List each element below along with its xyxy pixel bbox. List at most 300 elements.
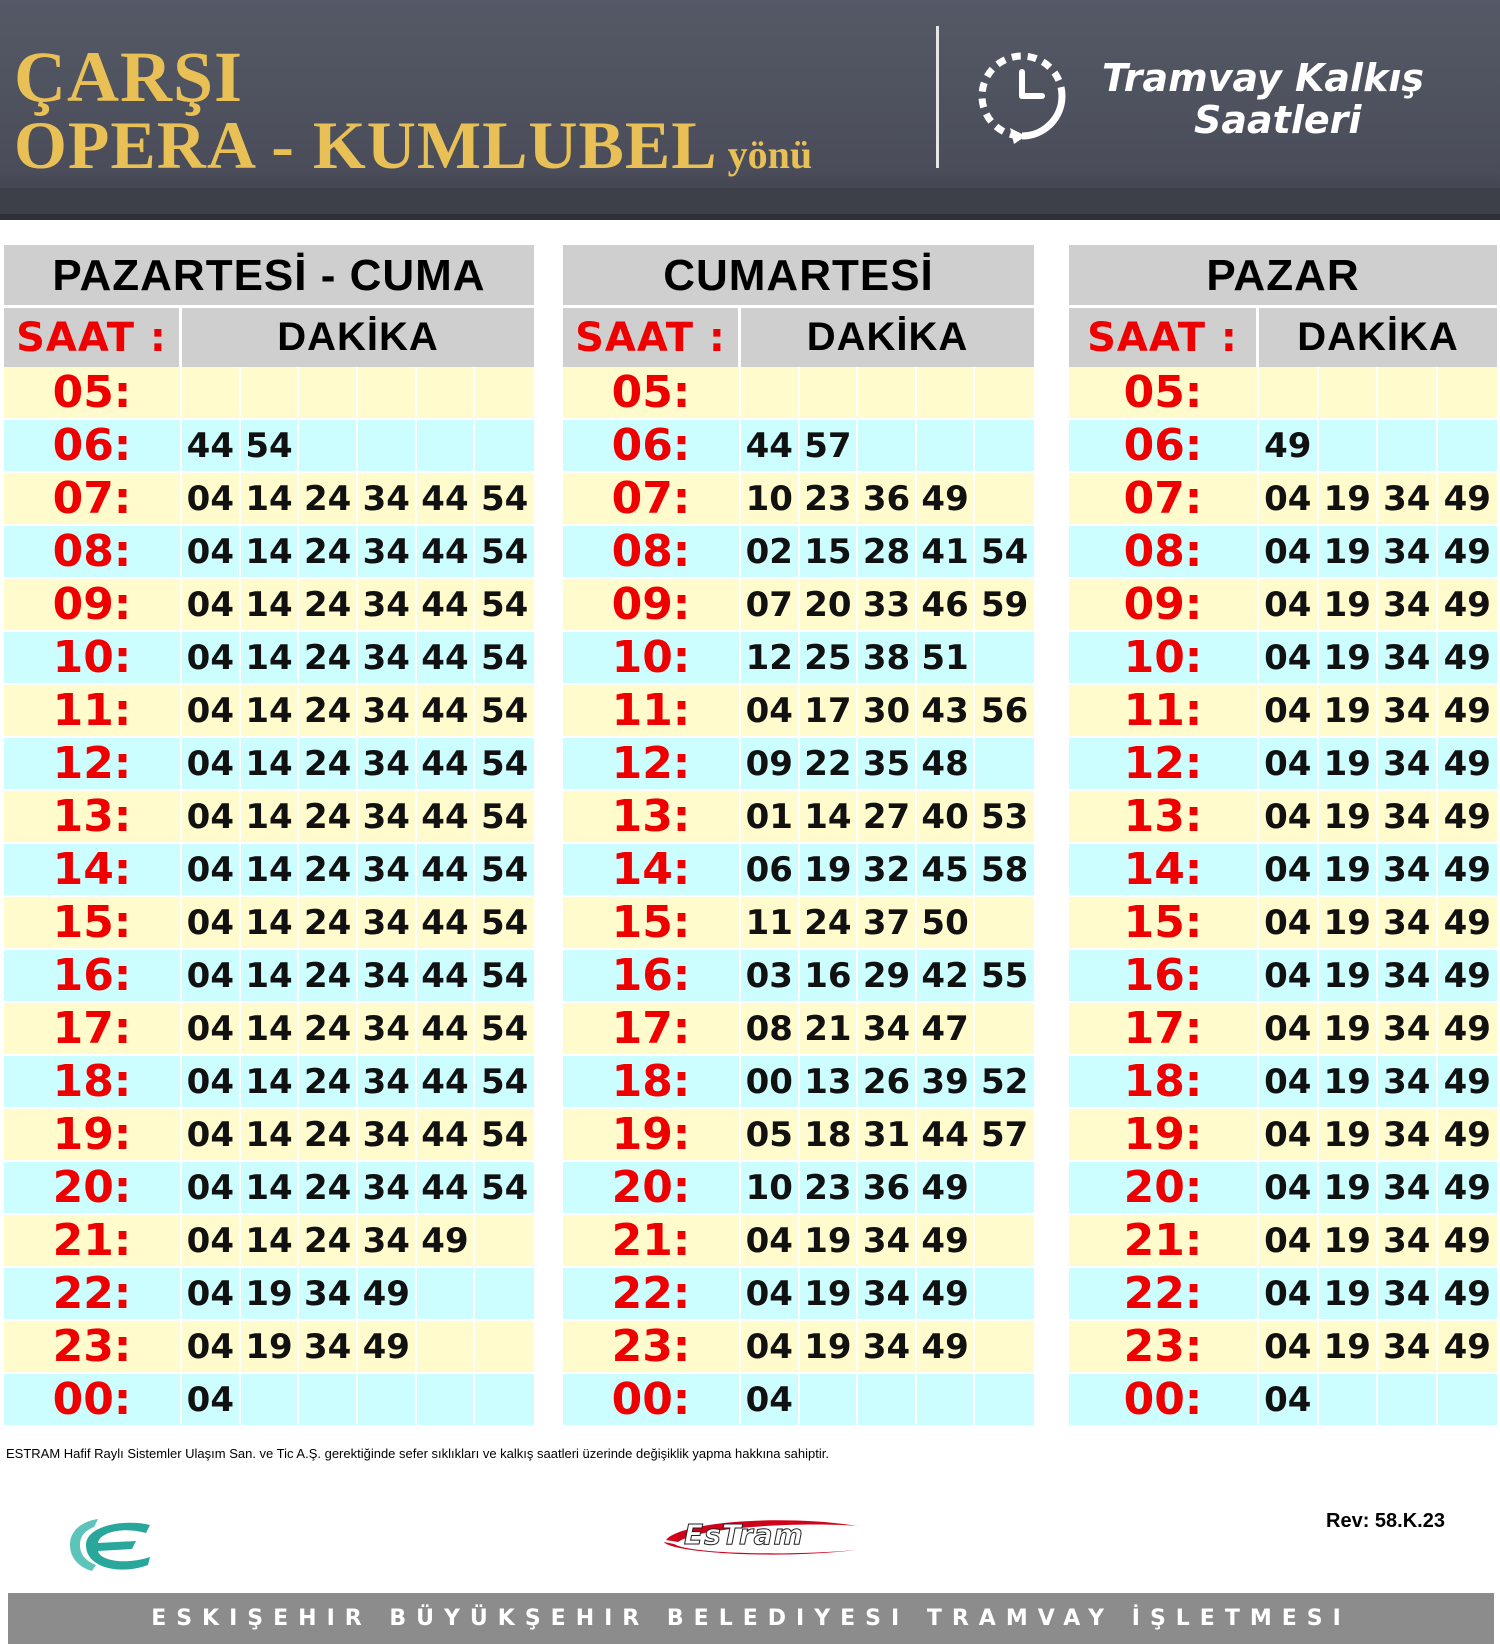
- minute-cell: 04: [1259, 579, 1319, 630]
- minute-cell: 34: [858, 1321, 917, 1372]
- minute-cell: 19: [800, 844, 859, 895]
- minute-cell: 34: [358, 1109, 417, 1160]
- minute-cell: 58: [981, 849, 1029, 890]
- minute-cell: 49: [1443, 1220, 1491, 1261]
- header-shade: [0, 188, 1500, 214]
- hour-cell: 11:: [563, 685, 741, 736]
- schedule-row: [4, 1162, 534, 1215]
- minute-cell: [417, 1374, 476, 1425]
- minute-cell: 04: [182, 897, 241, 948]
- minute-cell: [1438, 367, 1498, 418]
- minute-cell: 34: [358, 1215, 417, 1266]
- minute-cell: 14: [241, 579, 300, 630]
- minute-cell: 34: [358, 844, 417, 895]
- hour-cell: 22:: [563, 1268, 741, 1319]
- minute-cell: [475, 1321, 534, 1372]
- minute-cell: 49: [917, 1162, 976, 1213]
- minute-cell: 14: [241, 526, 300, 577]
- hour-cell: 21:: [1069, 1215, 1259, 1266]
- minute-column-header: DAKİKA: [741, 305, 1034, 367]
- minute-cell: [917, 367, 976, 418]
- minute-cell: 14: [241, 632, 300, 683]
- minute-cell: 12: [741, 632, 800, 683]
- minute-cell: [975, 632, 1034, 683]
- minute-cell: 34: [1378, 1003, 1438, 1054]
- minute-cell: 54: [480, 796, 529, 837]
- minute-cell: 19: [1319, 791, 1379, 842]
- schedule-row: [4, 473, 534, 526]
- minute-cell: 24: [299, 473, 358, 524]
- minute-cell: 04: [182, 685, 241, 736]
- minute-cell: 34: [858, 1268, 917, 1319]
- minute-cell: 13: [800, 1056, 859, 1107]
- minute-cell: 01: [741, 791, 800, 842]
- minute-cell: 04: [1259, 1268, 1319, 1319]
- minute-cell: 34: [1378, 1268, 1438, 1319]
- minute-cell: [299, 420, 358, 471]
- minute-cell: 24: [299, 632, 358, 683]
- schedule-row: [1069, 526, 1497, 579]
- minute-cell: 54: [480, 902, 529, 943]
- minute-cell: 53: [981, 796, 1029, 837]
- minute-cell: 49: [917, 1321, 976, 1372]
- minute-cell: 24: [299, 738, 358, 789]
- schedule-row: [563, 367, 1034, 420]
- minute-cell: 49: [417, 1215, 476, 1266]
- minute-cell: 34: [358, 738, 417, 789]
- minute-cell: 34: [1378, 1321, 1438, 1372]
- schedule-row: [563, 1109, 1034, 1162]
- minute-cell: [1378, 420, 1438, 471]
- minute-cell: 06: [741, 844, 800, 895]
- disclaimer-text: ESTRAM Hafif Raylı Sistemler Ulaşım San. ve Tic A.Ş. gerektiğinde sefer sıklıkları ve kalkış saatleri üzerinde değişiklik yapma hakkına sahiptir.: [6, 1446, 829, 1461]
- minute-cell: 00: [741, 1056, 800, 1107]
- minute-cell: 24: [299, 897, 358, 948]
- minute-cell: 34: [1378, 897, 1438, 948]
- schedule-row: [4, 367, 534, 420]
- minute-cell: 44: [182, 420, 241, 471]
- minute-cell: 57: [981, 1114, 1029, 1155]
- minute-cell: 44: [417, 685, 476, 736]
- schedule-title: PAZARTESİ - CUMA: [4, 245, 534, 305]
- hour-cell: 10:: [4, 632, 182, 683]
- minute-cell: 19: [1319, 579, 1379, 630]
- schedule-row: [4, 526, 534, 579]
- hour-cell: 14:: [1069, 844, 1259, 895]
- minute-cell: 10: [741, 1162, 800, 1213]
- minute-cell: 04: [1259, 738, 1319, 789]
- minute-cell: 44: [417, 844, 476, 895]
- minute-cell: 54: [241, 420, 300, 471]
- minute-cell: 02: [741, 526, 800, 577]
- schedule-row: [1069, 1003, 1497, 1056]
- hour-cell: 14:: [4, 844, 182, 895]
- minute-cell: 04: [182, 1268, 241, 1319]
- minute-cell: [975, 1215, 1034, 1266]
- minute-cell: 48: [917, 738, 976, 789]
- schedule-row: [1069, 791, 1497, 844]
- minute-cell: 04: [1259, 685, 1319, 736]
- minute-cell: 44: [417, 632, 476, 683]
- minute-cell: 49: [1443, 584, 1491, 625]
- minute-cell: [1378, 1374, 1438, 1425]
- minute-cell: 14: [241, 473, 300, 524]
- minute-cell: 04: [1259, 1215, 1319, 1266]
- schedule-row: [563, 526, 1034, 579]
- minute-cell: 09: [741, 738, 800, 789]
- minute-cell: 07: [741, 579, 800, 630]
- minute-cell: 14: [241, 1162, 300, 1213]
- hour-cell: 19:: [1069, 1109, 1259, 1160]
- minute-cell: [475, 367, 534, 418]
- revision-label: Rev: 58.K.23: [1326, 1510, 1445, 1532]
- minute-cell: 51: [917, 632, 976, 683]
- hour-cell: 15:: [1069, 897, 1259, 948]
- minute-cell: 27: [858, 791, 917, 842]
- minute-cell: 19: [241, 1268, 300, 1319]
- minute-column-header: DAKİKA: [182, 305, 534, 367]
- minute-cell: 44: [417, 738, 476, 789]
- minute-cell: 17: [800, 685, 859, 736]
- hour-cell: 22:: [1069, 1268, 1259, 1319]
- hour-cell: 23:: [4, 1321, 182, 1372]
- minute-cell: 14: [800, 791, 859, 842]
- hour-cell: 15:: [4, 897, 182, 948]
- minute-cell: 44: [417, 1162, 476, 1213]
- hour-cell: 17:: [4, 1003, 182, 1054]
- minute-cell: 04: [182, 738, 241, 789]
- minute-cell: 04: [182, 632, 241, 683]
- minute-cell: 49: [1443, 1167, 1491, 1208]
- minute-cell: 14: [241, 1056, 300, 1107]
- minute-cell: 24: [299, 1056, 358, 1107]
- minute-cell: 24: [299, 1109, 358, 1160]
- schedule-row: [1069, 579, 1497, 632]
- minute-cell: 34: [1378, 791, 1438, 842]
- minute-cell: [917, 420, 976, 471]
- minute-cell: 34: [1378, 632, 1438, 683]
- schedule-row: [4, 1056, 534, 1109]
- minute-cell: [741, 367, 800, 418]
- minute-cell: 34: [1378, 1215, 1438, 1266]
- minute-cell: 19: [1319, 1215, 1379, 1266]
- minute-cell: [241, 367, 300, 418]
- minute-cell: 49: [1443, 1273, 1491, 1314]
- schedule-row: [1069, 950, 1497, 1003]
- schedule-row: [1069, 473, 1497, 526]
- minute-cell: [800, 1374, 859, 1425]
- hour-cell: 12:: [563, 738, 741, 789]
- minute-cell: [975, 1003, 1034, 1054]
- minute-cell: 24: [299, 1162, 358, 1213]
- minute-cell: 49: [358, 1321, 417, 1372]
- minute-cell: 54: [480, 690, 529, 731]
- minute-cell: 04: [1259, 1109, 1319, 1160]
- minute-cell: 23: [800, 473, 859, 524]
- minute-cell: [1438, 420, 1498, 471]
- minute-cell: 37: [858, 897, 917, 948]
- schedule-row: [563, 1321, 1034, 1374]
- hour-column-header: SAAT :: [563, 305, 741, 367]
- minute-cell: [475, 1215, 534, 1266]
- minute-cell: 04: [1259, 1321, 1319, 1372]
- hour-cell: 20:: [1069, 1162, 1259, 1213]
- minute-cell: 34: [358, 526, 417, 577]
- minute-cell: 04: [1259, 1162, 1319, 1213]
- hour-cell: 06:: [4, 420, 182, 471]
- minute-cell: 24: [299, 950, 358, 1001]
- minute-cell: 24: [299, 844, 358, 895]
- minute-cell: 34: [358, 1162, 417, 1213]
- minute-cell: 36: [858, 1162, 917, 1213]
- minute-cell: 54: [480, 1114, 529, 1155]
- minute-cell: 33: [858, 579, 917, 630]
- hour-cell: 06:: [1069, 420, 1259, 471]
- schedule-row: [563, 950, 1034, 1003]
- minute-cell: 34: [299, 1321, 358, 1372]
- minute-cell: 14: [241, 738, 300, 789]
- hour-cell: 07:: [1069, 473, 1259, 524]
- schedule-row: [1069, 1321, 1497, 1374]
- minute-cell: [858, 420, 917, 471]
- minute-cell: 44: [417, 579, 476, 630]
- minute-cell: 14: [241, 685, 300, 736]
- minute-cell: 19: [800, 1321, 859, 1372]
- minute-cell: 49: [1443, 637, 1491, 678]
- minute-cell: 04: [741, 1374, 800, 1425]
- minute-cell: 44: [417, 1109, 476, 1160]
- minute-cell: [1319, 367, 1379, 418]
- minute-cell: 29: [858, 950, 917, 1001]
- hour-cell: 07:: [4, 473, 182, 524]
- minute-cell: 49: [1443, 1114, 1491, 1155]
- schedule-row: [4, 1109, 534, 1162]
- minute-cell: 10: [741, 473, 800, 524]
- hour-cell: 06:: [563, 420, 741, 471]
- minute-cell: 14: [241, 950, 300, 1001]
- minute-cell: 34: [358, 1003, 417, 1054]
- minute-cell: 23: [800, 1162, 859, 1213]
- schedule-row: [4, 1321, 534, 1374]
- minute-cell: 44: [917, 1109, 976, 1160]
- minute-cell: 04: [1259, 791, 1319, 842]
- minute-cell: 04: [1259, 897, 1319, 948]
- schedule-row: [1069, 420, 1497, 473]
- minute-cell: 04: [1259, 1374, 1319, 1425]
- minute-cell: 04: [1259, 473, 1319, 524]
- minute-cell: 19: [1319, 950, 1379, 1001]
- minute-cell: 49: [1443, 902, 1491, 943]
- minute-cell: [417, 1268, 476, 1319]
- minute-cell: 19: [1319, 1162, 1379, 1213]
- schedule-row: [1069, 367, 1497, 420]
- schedule-row: [1069, 632, 1497, 685]
- minute-cell: 49: [358, 1268, 417, 1319]
- minute-cell: 34: [358, 579, 417, 630]
- schedule-row: [563, 791, 1034, 844]
- schedule-row: [563, 473, 1034, 526]
- minute-cell: 41: [917, 526, 976, 577]
- minute-cell: 19: [1319, 1056, 1379, 1107]
- minute-cell: 04: [1259, 844, 1319, 895]
- schedule-row: [563, 685, 1034, 738]
- minute-cell: 19: [1319, 632, 1379, 683]
- minute-cell: 14: [241, 897, 300, 948]
- minute-cell: 04: [741, 685, 800, 736]
- minute-cell: 35: [858, 738, 917, 789]
- header-divider: [936, 26, 939, 168]
- minute-cell: 19: [1319, 897, 1379, 948]
- minute-cell: 34: [358, 950, 417, 1001]
- minute-cell: 04: [182, 1321, 241, 1372]
- schedule-row: [1069, 1162, 1497, 1215]
- estram-e-logo-icon: [66, 1515, 162, 1573]
- schedule-row: [563, 632, 1034, 685]
- minute-cell: 04: [182, 791, 241, 842]
- minute-cell: 30: [858, 685, 917, 736]
- minute-cell: 49: [917, 473, 976, 524]
- minute-cell: 45: [917, 844, 976, 895]
- minute-cell: 14: [241, 1109, 300, 1160]
- minute-cell: 04: [741, 1215, 800, 1266]
- minute-cell: 44: [417, 1003, 476, 1054]
- minute-cell: 19: [1319, 1109, 1379, 1160]
- schedule-row: [1069, 897, 1497, 950]
- minute-cell: 08: [741, 1003, 800, 1054]
- hour-cell: 18:: [1069, 1056, 1259, 1107]
- minute-cell: 34: [1378, 685, 1438, 736]
- minute-cell: 21: [800, 1003, 859, 1054]
- minute-cell: [417, 420, 476, 471]
- minute-cell: 19: [800, 1268, 859, 1319]
- hour-cell: 16:: [1069, 950, 1259, 1001]
- minute-cell: 47: [917, 1003, 976, 1054]
- minute-cell: 20: [800, 579, 859, 630]
- minute-cell: 49: [917, 1268, 976, 1319]
- minute-cell: [417, 367, 476, 418]
- minute-cell: 15: [800, 526, 859, 577]
- minute-cell: 40: [917, 791, 976, 842]
- schedule-row: [1069, 1109, 1497, 1162]
- hour-cell: 09:: [1069, 579, 1259, 630]
- minute-cell: 04: [182, 579, 241, 630]
- minute-cell: 19: [1319, 738, 1379, 789]
- hour-cell: 12:: [4, 738, 182, 789]
- minute-cell: 34: [1378, 844, 1438, 895]
- hour-cell: 19:: [4, 1109, 182, 1160]
- hour-cell: 19:: [563, 1109, 741, 1160]
- minute-cell: [917, 1374, 976, 1425]
- hour-column-header: SAAT :: [4, 305, 182, 367]
- organization-name: ESKIŞEHIR BÜYÜKŞEHIR BELEDIYESI TRAMVAY İŞLETMESI: [151, 1606, 1351, 1631]
- minute-cell: 54: [480, 584, 529, 625]
- hour-cell: 00:: [1069, 1374, 1259, 1425]
- minute-cell: 49: [1443, 955, 1491, 996]
- hour-cell: 17:: [563, 1003, 741, 1054]
- minute-cell: 42: [917, 950, 976, 1001]
- schedule-row: [4, 844, 534, 897]
- brand-title-line1: Tramvay Kalkış: [1102, 56, 1424, 100]
- minute-cell: [975, 420, 1034, 471]
- hour-cell: 11:: [1069, 685, 1259, 736]
- minute-cell: 49: [1443, 849, 1491, 890]
- route-name: OPERA - KUMLUBEL: [14, 107, 718, 183]
- minute-cell: 26: [858, 1056, 917, 1107]
- hour-cell: 08:: [563, 526, 741, 577]
- minute-cell: [975, 1321, 1034, 1372]
- minute-cell: 04: [1259, 950, 1319, 1001]
- minute-cell: 04: [1259, 1056, 1319, 1107]
- schedule-row: [1069, 1268, 1497, 1321]
- minute-cell: 59: [981, 584, 1029, 625]
- minute-cell: 54: [480, 1167, 529, 1208]
- minute-cell: 16: [800, 950, 859, 1001]
- minute-cell: 14: [241, 791, 300, 842]
- schedule-row: [563, 1215, 1034, 1268]
- route-title-line2: [14, 106, 812, 185]
- minute-cell: 57: [800, 420, 859, 471]
- minute-cell: 19: [800, 1215, 859, 1266]
- schedule-row: [4, 738, 534, 791]
- minute-cell: 49: [1443, 743, 1491, 784]
- minute-cell: [358, 420, 417, 471]
- minute-cell: 34: [858, 1003, 917, 1054]
- hour-cell: 13:: [4, 791, 182, 842]
- minute-cell: 04: [1259, 1003, 1319, 1054]
- minute-cell: 04: [182, 1056, 241, 1107]
- minute-cell: 49: [1443, 1008, 1491, 1049]
- hour-cell: 08:: [1069, 526, 1259, 577]
- minute-cell: 54: [480, 955, 529, 996]
- minute-cell: [975, 897, 1034, 948]
- minute-cell: 24: [299, 791, 358, 842]
- hour-cell: 18:: [563, 1056, 741, 1107]
- minute-cell: 31: [858, 1109, 917, 1160]
- minute-cell: 04: [741, 1268, 800, 1319]
- schedule-row: [563, 1003, 1034, 1056]
- minute-cell: 34: [1378, 526, 1438, 577]
- route-direction: yönü: [727, 132, 813, 177]
- hour-cell: 05:: [4, 367, 182, 418]
- hour-cell: 05:: [1069, 367, 1259, 418]
- minute-cell: 49: [1443, 1326, 1491, 1367]
- hour-cell: 14:: [563, 844, 741, 895]
- schedule-row: [4, 632, 534, 685]
- schedule-panel-weekday: [4, 245, 534, 1427]
- minute-cell: 34: [358, 473, 417, 524]
- clock-arrow-icon: [958, 44, 1088, 144]
- minute-cell: [1378, 367, 1438, 418]
- hour-cell: 21:: [563, 1215, 741, 1266]
- minute-cell: 04: [182, 1374, 241, 1425]
- minute-cell: 54: [480, 849, 529, 890]
- minute-cell: 34: [1378, 1056, 1438, 1107]
- minute-cell: 34: [358, 685, 417, 736]
- minute-cell: [975, 1162, 1034, 1213]
- minute-cell: [182, 367, 241, 418]
- minute-cell: 44: [417, 526, 476, 577]
- minute-cell: 34: [358, 632, 417, 683]
- minute-cell: 14: [241, 844, 300, 895]
- minute-cell: [1259, 367, 1319, 418]
- minute-cell: 49: [1443, 1061, 1491, 1102]
- minute-cell: 56: [981, 690, 1029, 731]
- minute-cell: 34: [358, 897, 417, 948]
- schedule-panel-saturday: [563, 245, 1034, 1427]
- column-headers: [1069, 305, 1497, 367]
- minute-cell: [475, 420, 534, 471]
- minute-cell: 38: [858, 632, 917, 683]
